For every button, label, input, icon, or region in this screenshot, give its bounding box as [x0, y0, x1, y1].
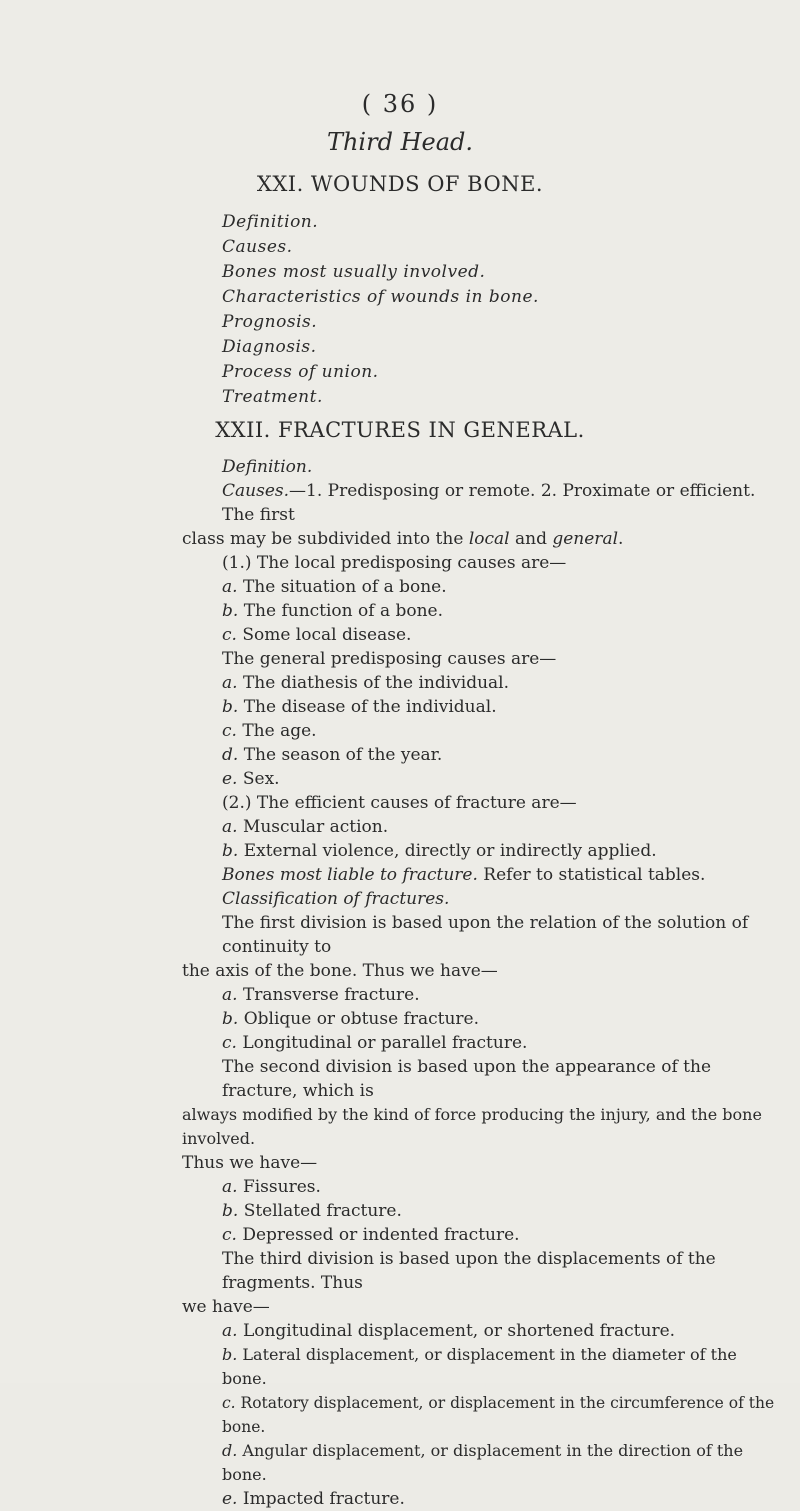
item-letter: a. [222, 985, 238, 1005]
item-text: Some local disease. [236, 625, 412, 645]
item-text: The season of the year. [238, 745, 443, 765]
list-item [222, 695, 782, 719]
list-item [222, 599, 782, 623]
general-intro: The general predisposing causes are— [222, 649, 557, 669]
general-word: general [552, 529, 619, 549]
causes-cont-text: class may be subdivided into the [182, 529, 469, 549]
list-item [222, 1439, 782, 1487]
item-letter: a. [222, 577, 238, 597]
item-letter: e. [222, 1489, 238, 1509]
bones-label: Bones most liable to fracture. [222, 865, 478, 885]
item-letter: b. [222, 1345, 238, 1364]
list-item [222, 839, 782, 863]
list-item [222, 1007, 782, 1031]
item-text: Impacted fracture. [237, 1489, 405, 1509]
classification-label: Classification of fractures. [222, 889, 450, 909]
list-item [222, 1343, 782, 1391]
efficient-intro: (2.) The efficient causes of fracture are— [222, 793, 577, 813]
topic-item: Characteristics of wounds in bone. [222, 287, 539, 307]
list-item [222, 719, 782, 743]
topic-item: Prognosis. [222, 312, 318, 332]
item-text: Transverse fracture. [237, 985, 420, 1005]
list-item [222, 671, 782, 695]
topic-item: Bones most usually involved. [222, 262, 486, 282]
item-letter: d. [222, 745, 239, 765]
second-division-cont2: Thus we have— [182, 1153, 318, 1173]
list-item [222, 1199, 782, 1223]
list-item [222, 767, 782, 791]
item-letter: b. [222, 841, 239, 861]
bones-text: Refer to statistical tables. [477, 865, 706, 885]
third-division-cont: we have— [182, 1297, 270, 1317]
list-item [222, 623, 782, 647]
item-text: The diathesis of the individual. [237, 673, 510, 693]
item-text: Sex. [237, 769, 280, 789]
item-text: The function of a bone. [238, 601, 444, 621]
and-word: and [509, 529, 553, 549]
topic-item: Definition. [222, 212, 319, 232]
item-letter: c. [222, 721, 237, 741]
item-letter: b. [222, 601, 239, 621]
item-text: External violence, directly or indirectly applied. [238, 841, 657, 861]
section-xxii-title: XXII. FRACTURES IN GENERAL. [215, 418, 585, 442]
causes-label: Causes. [222, 481, 290, 501]
item-text: The age. [236, 721, 317, 741]
first-division-cont: the axis of the bone. Thus we have— [182, 961, 498, 981]
item-letter: e. [222, 769, 238, 789]
causes-line [222, 479, 782, 527]
item-text: Longitudinal displacement, or shortened fracture. [237, 1321, 676, 1341]
list-item [222, 1223, 782, 1247]
local-word: local [468, 529, 510, 549]
section-xxi-topics [222, 210, 539, 410]
item-text: Oblique or obtuse fracture. [238, 1009, 479, 1029]
item-text: Angular displacement, or displacement in the direction of the bone. [222, 1441, 744, 1484]
item-text: Fissures. [237, 1177, 321, 1197]
section-xxii-body [182, 455, 782, 1511]
first-division: The first division is based upon the relation of the solution of continuity to [222, 913, 749, 957]
list-item [222, 1175, 782, 1199]
second-division-cont: always modified by the kind of force producing the injury, and the bone involved. [182, 1105, 762, 1148]
bones-line [222, 863, 782, 887]
causes-text: —1. Predisposing or remote. 2. Proximate or efficient. The first [222, 481, 756, 525]
page-number: ( 36 ) [361, 90, 439, 118]
item-text: The situation of a bone. [237, 577, 447, 597]
item-text: Rotatory displacement, or displacement in the circumference of the bone. [222, 1394, 775, 1436]
item-letter: c. [222, 1394, 236, 1412]
list-item [222, 1391, 782, 1439]
definition-label: Definition. [222, 457, 313, 477]
list-item [222, 815, 782, 839]
item-text: Lateral displacement, or displacement in the diameter of the bone. [222, 1345, 737, 1388]
item-letter: c. [222, 625, 237, 645]
list-item [222, 1487, 782, 1511]
item-letter: a. [222, 817, 238, 837]
causes-continuation [182, 527, 782, 551]
item-letter: a. [222, 1321, 238, 1341]
item-text: Stellated fracture. [238, 1201, 402, 1221]
item-letter: b. [222, 697, 239, 717]
head-title: Third Head. [326, 128, 474, 156]
list-item [222, 983, 782, 1007]
topic-item: Treatment. [222, 387, 323, 407]
list-item [222, 743, 782, 767]
list-item [222, 1319, 782, 1343]
local-intro: (1.) The local predisposing causes are— [222, 553, 567, 573]
period: . [618, 529, 624, 549]
section-xxi-title: XXI. WOUNDS OF BONE. [256, 172, 544, 196]
topic-item: Process of union. [222, 362, 379, 382]
topic-item: Diagnosis. [222, 337, 317, 357]
item-letter: a. [222, 1177, 238, 1197]
item-letter: b. [222, 1201, 239, 1221]
item-text: Muscular action. [237, 817, 389, 837]
item-text: Longitudinal or parallel fracture. [236, 1033, 528, 1053]
third-division: The third division is based upon the displacements of the fragments. Thus [222, 1249, 716, 1293]
item-letter: d. [222, 1441, 238, 1460]
item-letter: a. [222, 673, 238, 693]
list-item [222, 1031, 782, 1055]
item-text: Depressed or indented fracture. [236, 1225, 520, 1245]
second-division: The second division is based upon the appearance of the fracture, which is [222, 1057, 712, 1101]
item-letter: c. [222, 1225, 237, 1245]
topic-item: Causes. [222, 237, 293, 257]
list-item [222, 575, 782, 599]
item-letter: c. [222, 1033, 237, 1053]
item-letter: b. [222, 1009, 239, 1029]
item-text: The disease of the individual. [238, 697, 497, 717]
